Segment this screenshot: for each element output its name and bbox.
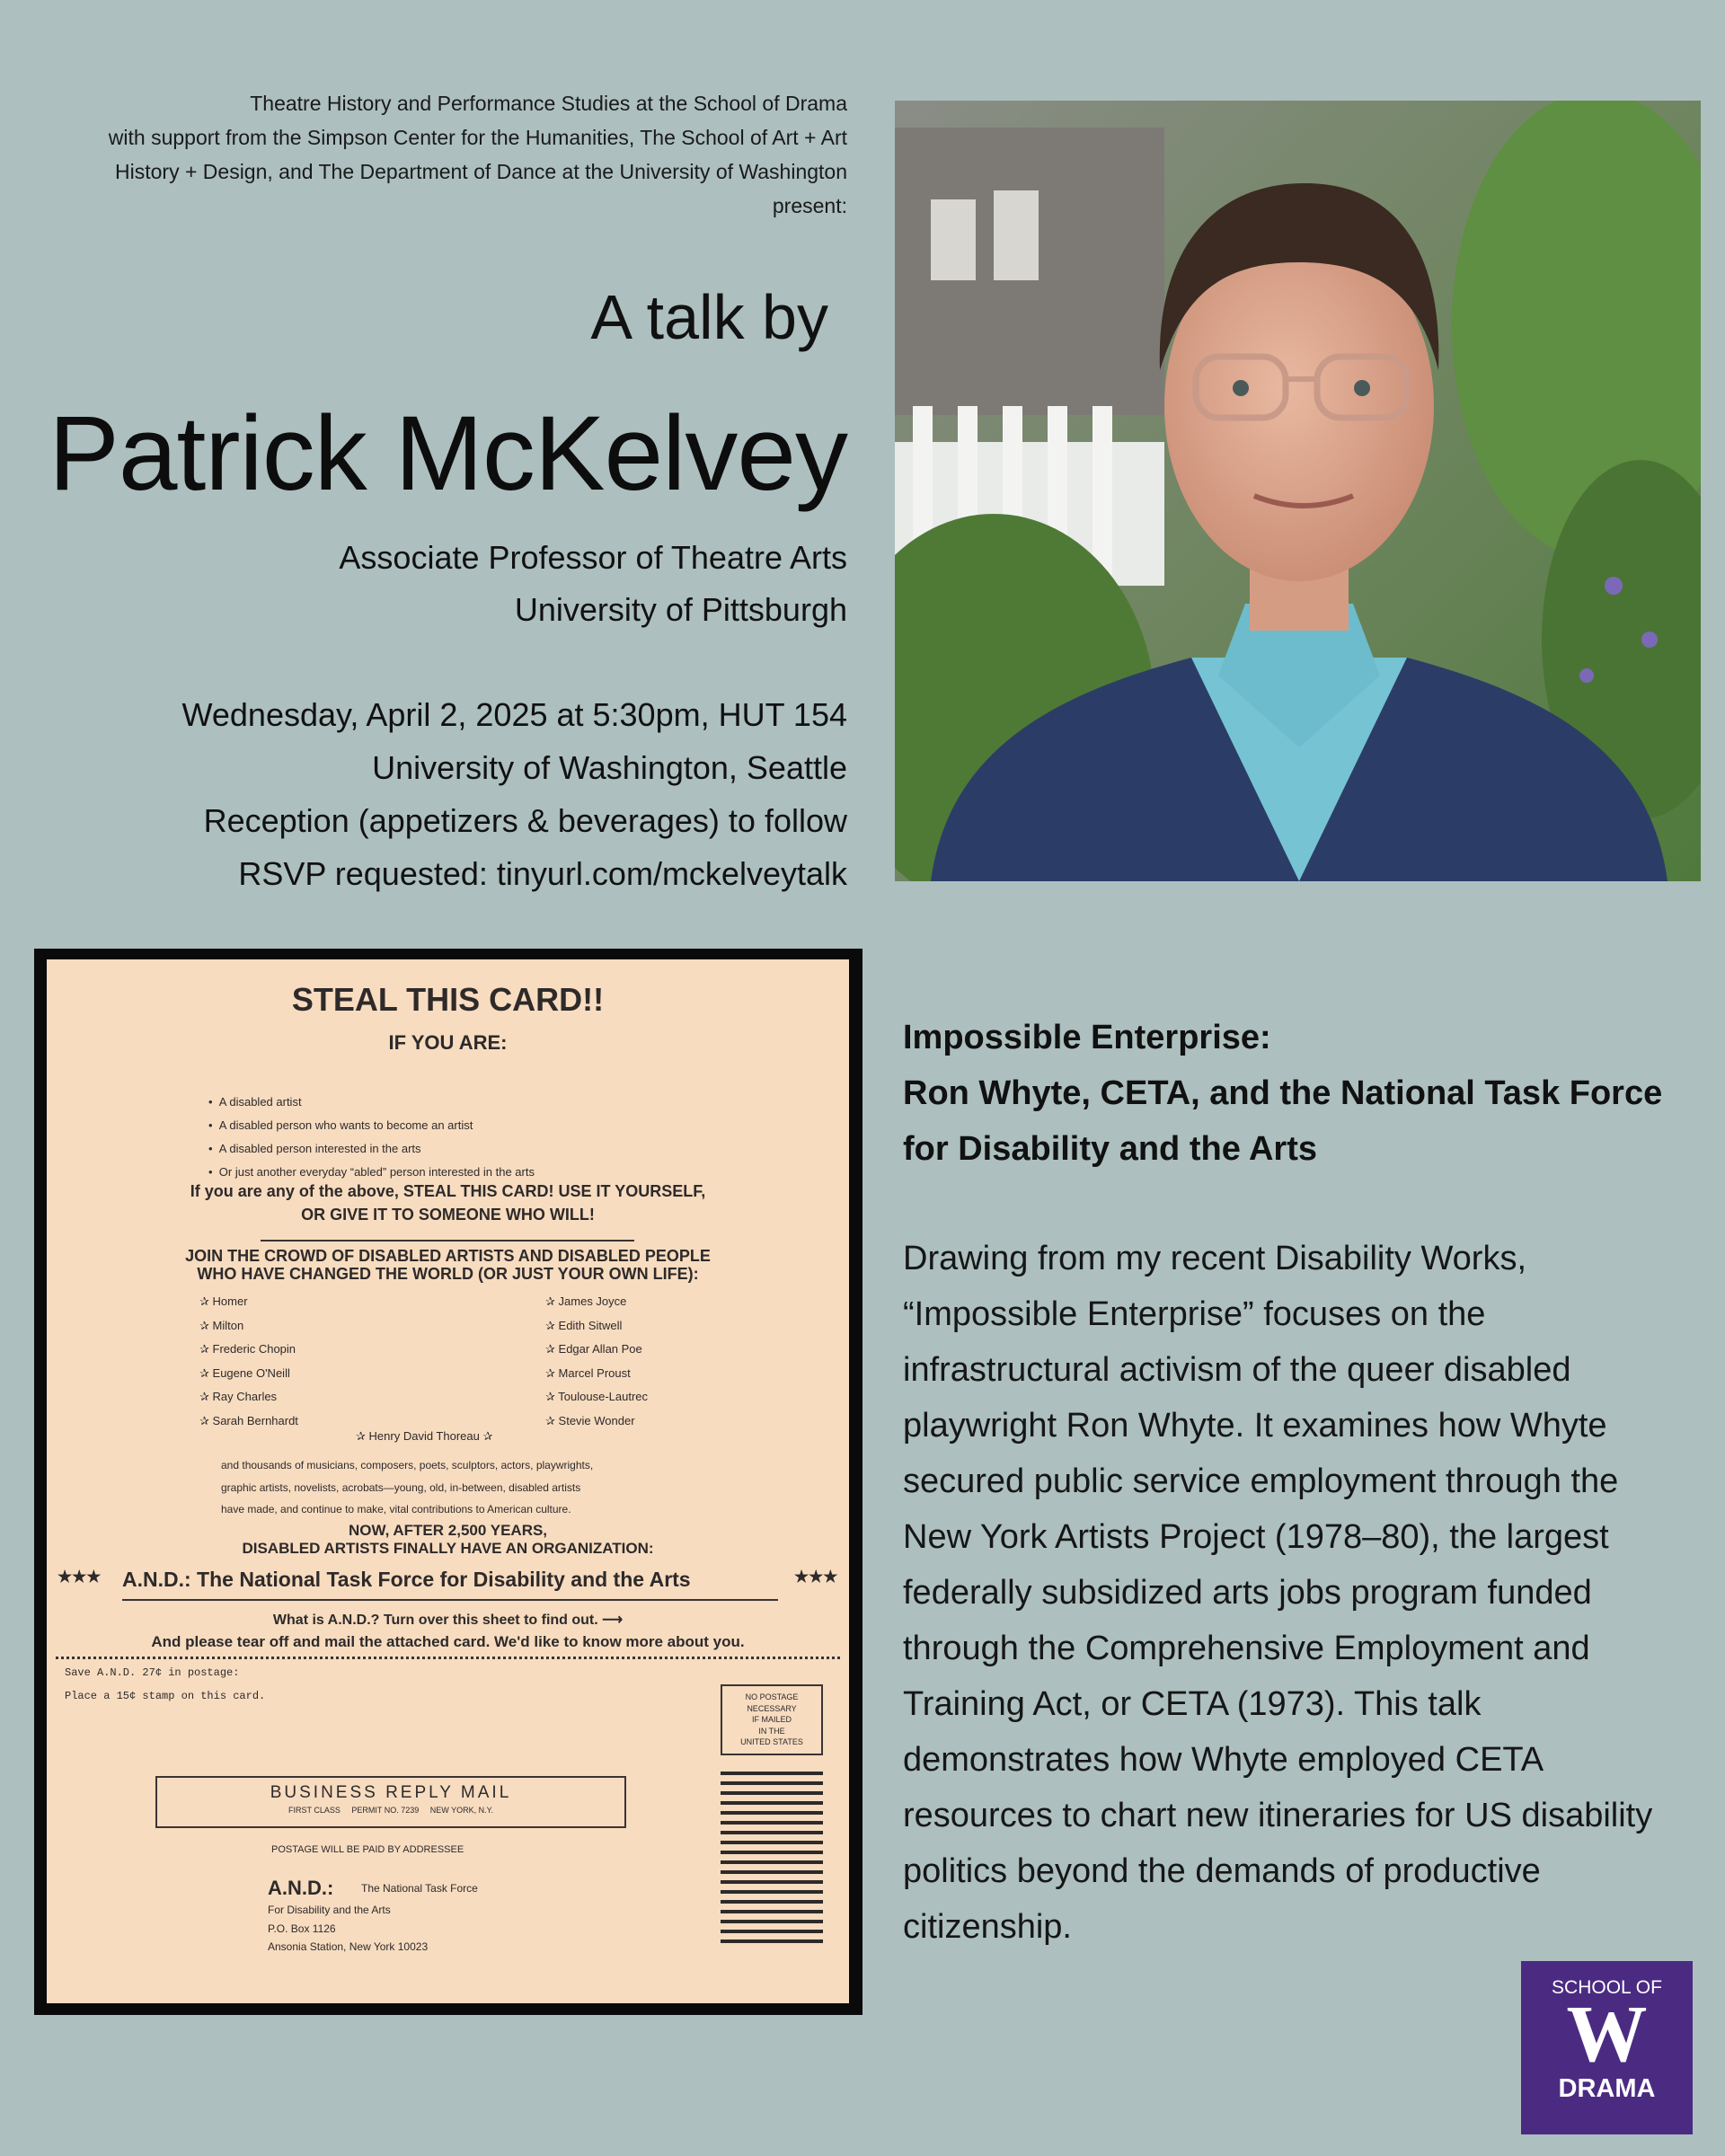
address-org: A.N.D.: [268, 1877, 334, 1899]
what-line: What is A.N.D.? Turn over this sheet to find out. ⟶ [272, 1613, 624, 1628]
brm-sub: FIRST CLASS PERMIT NO. 7239 NEW YORK, N.Y. [288, 1806, 493, 1815]
school-of-drama-logo [1521, 1961, 1693, 2134]
card-subtitle: IF YOU ARE: [388, 1031, 508, 1054]
address-line: The National Task Force [361, 1882, 478, 1895]
bullet-item: • A disabled person who wants to become an artist [208, 1118, 473, 1132]
credits-line: with support from the Simpson Center for the Humanities, The School of Art + Art [108, 126, 847, 149]
steal-this-card [47, 959, 849, 2003]
name-item: ✰ Eugene O'Neill [199, 1365, 290, 1380]
star-icon: ✰ [545, 1413, 555, 1427]
thousands-text: and thousands of musicians, composers, poets, sculptors, actors, playwrights, graphic artists, novelists, acrobats—young, old, in-between, disabled artists have made, and continue to make, vital contributions to American culture. [221, 1459, 594, 1515]
star-icon: ✰ [482, 1429, 493, 1443]
speaker-photo [895, 101, 1701, 881]
star-icon: ✰ [199, 1365, 209, 1380]
talk-title: Impossible Enterprise: Ron Whyte, CETA, and the National Task Force for Disability and the Arts [903, 1019, 1663, 1168]
name-item: ✰ Edith Sitwell [545, 1318, 623, 1332]
credits-line: present: [772, 194, 847, 217]
now-line: NOW, AFTER 2,500 YEARS, [348, 1522, 548, 1539]
event-reception-line: Reception (appetizers & beverages) to follow [203, 802, 847, 839]
bullet-item: • A disabled artist [208, 1095, 302, 1109]
star-icon: ✰ [199, 1342, 209, 1356]
talk-by-heading: A talk by [590, 282, 828, 352]
names-left-column [199, 1290, 298, 1433]
address-block: For Disability and the Arts P.O. Box 1126 Ansonia Station, New York 10023 [268, 1904, 429, 1953]
card-bullets [208, 1091, 535, 1184]
now-line: DISABLED ARTISTS FINALLY HAVE AN ORGANIZATION: [242, 1540, 654, 1557]
barcode [721, 1772, 823, 1951]
event-date-line: Wednesday, April 2, 2025 at 5:30pm, HUT 154 [181, 696, 847, 733]
talk-abstract: Drawing from my recent Disability Works, “Impossible Enterprise” focuses on the infrastructural activism of the queer disabled playwright Ron Whyte. It examines how Whyte secured public service employment through the New York Artists Project (1978–80), the largest federally subsidized arts jobs program funded through the Comprehensive Employment and Training Act, or CETA (1973). This talk demonstrates how Whyte employed CETA resources to chart new itineraries for US disability politics beyond the demands of productive citizenship. [903, 1240, 1653, 1946]
stars-left: ★★★ [58, 1568, 102, 1586]
logo-w: W [1566, 1990, 1648, 2079]
star-icon: ✰ [545, 1294, 555, 1308]
divider [261, 1240, 634, 1241]
name-item: ✰ Homer [199, 1294, 248, 1308]
steal-line: OR GIVE IT TO SOMEONE WHO WILL! [301, 1206, 595, 1224]
credits-line: Theatre History and Performance Studies at the School of Drama [250, 92, 847, 115]
place-line: Place a 15¢ stamp on this card. [65, 1690, 266, 1702]
card-title: STEAL THIS CARD!! [291, 981, 605, 1018]
join-line: JOIN THE CROWD OF DISABLED ARTISTS AND DISABLED PEOPLE [185, 1247, 711, 1265]
speaker-name: Patrick McKelvey [49, 394, 847, 513]
tear-line [56, 1657, 840, 1659]
name-item: ✰ Milton [199, 1318, 244, 1332]
event-rsvp-line: RSVP requested: tinyurl.com/mckelveytalk [238, 855, 847, 892]
name-item: ✰ Stevie Wonder [545, 1413, 635, 1427]
divider [122, 1599, 778, 1601]
name-item: ✰ Marcel Proust [545, 1365, 631, 1380]
event-location-line: University of Washington, Seattle [372, 749, 847, 786]
star-icon: ✰ [356, 1429, 366, 1443]
stars-right: ★★★ [794, 1568, 838, 1586]
postage-box: NO POSTAGE NECESSARY IF MAILED IN THE UNITED STATES [721, 1684, 823, 1755]
star-icon: ✰ [199, 1294, 209, 1308]
postage-paid: POSTAGE WILL BE PAID BY ADDRESSEE [271, 1844, 464, 1855]
org-name: A.N.D.: The National Task Force for Disability and the Arts [122, 1568, 691, 1591]
save-line: Save A.N.D. 27¢ in postage: [65, 1666, 240, 1679]
star-icon: ✰ [545, 1365, 555, 1380]
star-icon: ✰ [545, 1318, 555, 1332]
logo-bottom-text: DRAMA [1558, 2074, 1656, 2103]
name-center: ✰ Henry David Thoreau ✰ [356, 1429, 493, 1443]
star-icon: ✰ [545, 1390, 555, 1403]
join-line: WHO HAVE CHANGED THE WORLD (OR JUST YOUR OWN LIFE): [197, 1265, 699, 1283]
mail-line: And please tear off and mail the attached card. We'd like to know more about you. [151, 1633, 745, 1650]
business-reply-mail-box [155, 1776, 626, 1828]
presenters-credits [36, 86, 847, 223]
event-details [90, 688, 847, 900]
name-item: ✰ Frederic Chopin [199, 1342, 296, 1356]
steal-line: If you are any of the above, STEAL THIS CARD! USE IT YOURSELF, [190, 1182, 706, 1200]
brm-title: BUSINESS REPLY MAIL [270, 1783, 512, 1802]
name-item: ✰ Toulouse-Lautrec [545, 1390, 649, 1403]
bullet-item: • A disabled person interested in the arts [208, 1142, 421, 1155]
name-item: ✰ James Joyce [545, 1294, 627, 1308]
affiliation-line: Associate Professor of Theatre Arts [339, 539, 847, 576]
names-right-column [545, 1290, 648, 1433]
name-item: ✰ Edgar Allan Poe [545, 1342, 642, 1356]
name-item: ✰ Ray Charles [199, 1390, 278, 1403]
affiliation-line: University of Pittsburgh [514, 591, 847, 628]
star-icon: ✰ [199, 1390, 209, 1403]
speaker-affiliation [90, 532, 847, 636]
credits-line: History + Design, and The Department of Dance at the University of Washington [115, 160, 847, 183]
star-icon: ✰ [199, 1413, 209, 1427]
bullet-item: • Or just another everyday “abled” person interested in the arts [208, 1165, 535, 1179]
star-icon: ✰ [199, 1318, 209, 1332]
star-icon: ✰ [545, 1342, 555, 1356]
name-item: ✰ Sarah Bernhardt [199, 1413, 298, 1427]
logo-top-text: SCHOOL OF [1552, 1977, 1662, 1998]
